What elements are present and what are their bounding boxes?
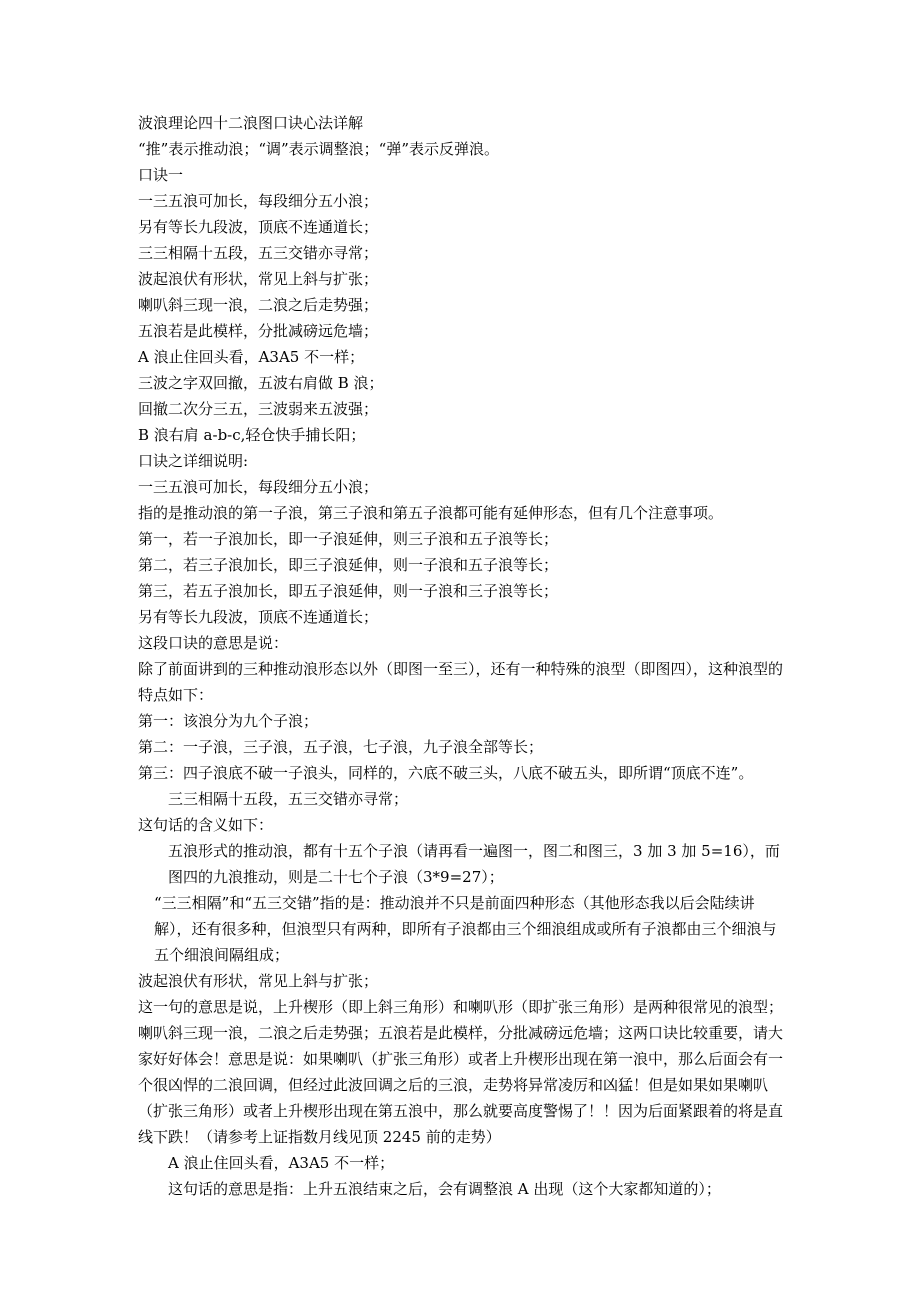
paragraph: B 浪右肩 a-b-c,轻仓快手捕长阳；: [138, 426, 366, 444]
document-title: 波浪理论四十二浪图口诀心法详解: [138, 114, 364, 132]
paragraph: 指的是推动浪的第一子浪，第三子浪和第五子浪都可能有延伸形态，但有几个注意事项。: [138, 504, 724, 522]
paragraph: 三三相隔十五段，五三交错亦寻常；: [138, 244, 379, 262]
paragraph: A 浪止住回头看，A3A5 不一样；: [168, 1154, 395, 1172]
paragraph: 第三：四子浪底不破一子浪头，同样的，六底不破三头，八底不破五头，即所谓“顶底不连”。: [138, 764, 754, 782]
document-page: [138, 110, 788, 1202]
paragraph: A 浪止住回头看，A3A5 不一样；: [138, 348, 365, 366]
paragraph: 第二：一子浪，三子浪，五子浪，七子浪，九子浪全部等长；: [138, 738, 544, 756]
paragraph: 三三相隔十五段，五三交错亦寻常；: [168, 790, 409, 808]
paragraph: 口诀一: [138, 166, 184, 184]
paragraph: 这句话的意思是指：上升五浪结束之后，会有调整浪 A 出现（这个大家都知道的）；: [168, 1180, 721, 1198]
paragraph: 五浪若是此模样，分批减磅远危墙；: [138, 322, 379, 340]
paragraph: 第一：该浪分为九个子浪；: [138, 712, 319, 730]
paragraph: 回撤二次分三五，三波弱来五波强；: [138, 400, 379, 418]
paragraph: 第三，若五子浪加长，即五子浪延伸，则一子浪和三子浪等长；: [138, 582, 559, 600]
paragraph: 这段口诀的意思是说：: [138, 634, 289, 652]
paragraph: 第一，若一子浪加长，即一子浪延伸，则三子浪和五子浪等长；: [138, 530, 559, 548]
paragraph: “推”表示推动浪；“调”表示调整浪；“弹”表示反弹浪。: [138, 140, 500, 158]
paragraph: 另有等长九段波，顶底不连通道长；: [138, 218, 379, 236]
paragraph: 除了前面讲到的三种推动浪形态以外（即图一至三），还有一种特殊的浪型（即图四），这种浪型的特点如下：: [138, 660, 784, 704]
paragraph: 五浪形式的推动浪，都有十五个子浪（请再看一遍图一，图二和图三，3 加 3 加 5=16），而图四的九浪推动，则是二十七个子浪（3*9=27）；: [168, 842, 780, 886]
paragraph: “三三相隔”和“五三交错”指的是：推动浪并不只是前面四种形态（其他形态我以后会陆续讲解），还有很多种，但浪型只有两种，即所有子浪都由三个细浪组成或所有子浪都由三个细浪与五个细浪间隔组成；: [154, 894, 777, 964]
paragraph: 口诀之详细说明:: [138, 452, 249, 470]
paragraph: 一三五浪可加长，每段细分五小浪；: [138, 478, 379, 496]
paragraph: 一三五浪可加长，每段细分五小浪；: [138, 192, 379, 210]
paragraph: 三波之字双回撤，五波右肩做 B 浪；: [138, 374, 384, 392]
paragraph: 这一句的意思是说，上升楔形（即上斜三角形）和喇叭形（即扩张三角形）是两种很常见的浪型；喇叭斜三现一浪，二浪之后走势强；五浪若是此模样，分批减磅远危墙；这两口诀比较重要，请大家好好体会！意思是说：如果喇叭（扩张三角形）或者上升楔形出现在第一浪中，那么后面会有一个很凶悍的二浪回调，但经过此波回调之后的三浪，走势将异常凌厉和凶猛！但是如果如果喇叭（扩张三角形）或者上升楔形出现在第五浪中，那么就要高度警惕了！！因为后面紧跟着的将是直线下跌！（请参考上证指数月线见顶 2245 前的走势）: [138, 998, 784, 1146]
document-body: [138, 136, 788, 1202]
paragraph: 另有等长九段波，顶底不连通道长；: [138, 608, 379, 626]
paragraph: 这句话的含义如下：: [138, 816, 274, 834]
paragraph: 波起浪伏有形状，常见上斜与扩张；: [138, 270, 379, 288]
paragraph: 第二，若三子浪加长，即三子浪延伸，则一子浪和五子浪等长；: [138, 556, 559, 574]
paragraph: 喇叭斜三现一浪，二浪之后走势强；: [138, 296, 379, 314]
paragraph: 波起浪伏有形状，常见上斜与扩张；: [138, 972, 379, 990]
